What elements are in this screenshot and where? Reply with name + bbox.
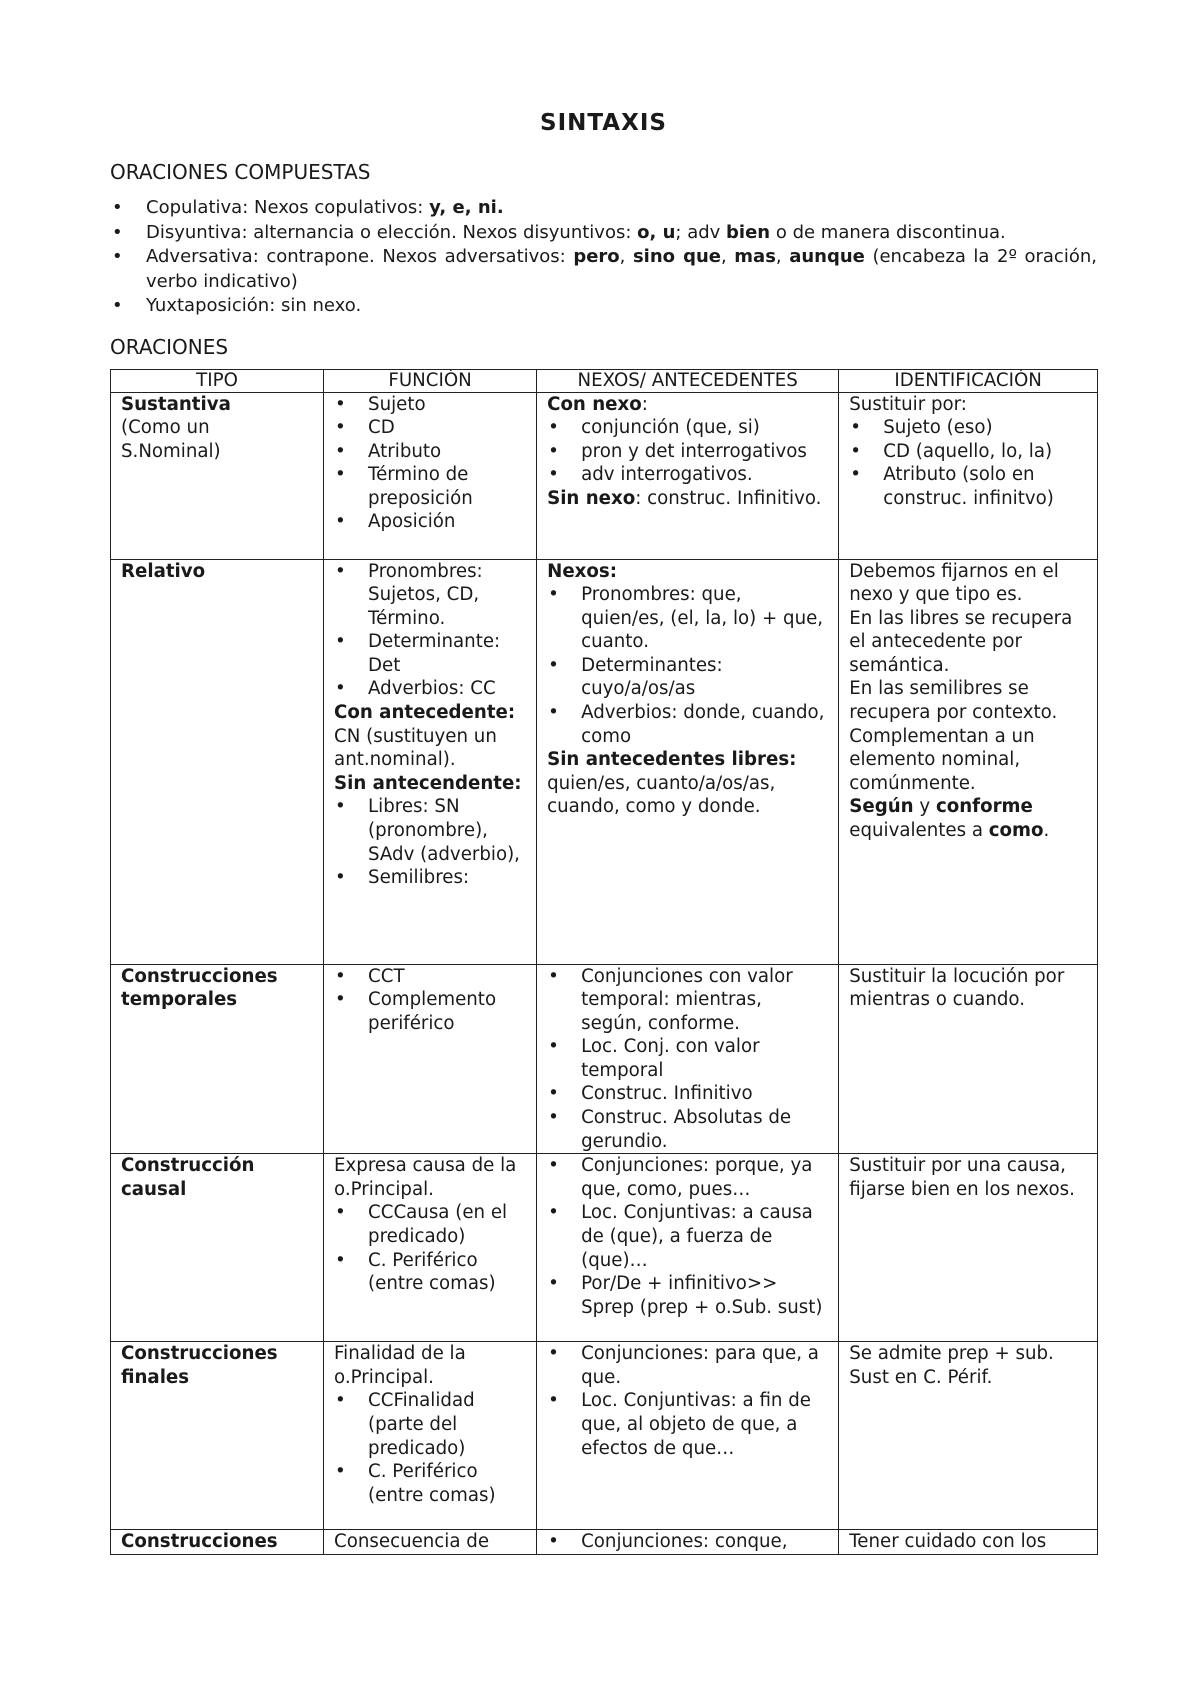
document-page xyxy=(110,0,1097,1555)
cell-tipo: Construcciones finales xyxy=(111,1342,324,1530)
page-title: SINTAXIS xyxy=(540,110,667,136)
cell-nexos: • Conjunciones: conque, xyxy=(537,1530,839,1555)
list-item: • Adversativa: contrapone. Nexos adversativos: pero, sino que, mas, aunque (encabeza la 2º oración, verbo indicativo) xyxy=(146,245,1097,294)
list-item: • Yuxtaposición: sin nexo. xyxy=(146,294,1097,319)
table-row xyxy=(111,1154,1098,1342)
cell-funcion: Consecuencia de xyxy=(324,1530,537,1555)
cell-tipo: Sustantiva (Como un S.Nominal) xyxy=(111,392,324,559)
cell-funcion: Expresa causa de la o.Principal. • CCCausa (en el predicado) • C. Periférico (entre comas) xyxy=(324,1154,537,1342)
oraciones-table xyxy=(110,369,1098,1555)
cell-nexos: • Conjunciones: porque, ya que, como, pues… • Loc. Conjuntivas: a causa de (que), a fuerza de (que)… • Por/De + infinitivo>> Sprep (prep + o.Sub. sust) xyxy=(537,1154,839,1342)
cell-identificacion: Debemos fijarnos en el nexo y que tipo es. En las libres se recupera el antecedente por semántica. En las semilibres se recupera por contexto. Complementan a un elemento nominal, comúnmente. Según y conforme equivalentes a como. xyxy=(839,559,1098,964)
header-funcion: FUNCIÓN xyxy=(324,369,537,392)
header-identificacion: IDENTIFICACIÓN xyxy=(839,369,1098,392)
table-row xyxy=(111,392,1098,559)
cell-tipo: Construcciones temporales xyxy=(111,964,324,1154)
header-nexos: NEXOS/ ANTECEDENTES xyxy=(537,369,839,392)
cell-funcion: • Sujeto • CD • Atributo • Término de preposición • Aposición xyxy=(324,392,537,559)
cell-tipo: Construcciones xyxy=(111,1530,324,1555)
cell-identificacion: Sustituir la locución por mientras o cuando. xyxy=(839,964,1098,1154)
compuestas-list xyxy=(110,196,1097,319)
table-row xyxy=(111,964,1098,1154)
cell-identificacion: Tener cuidado con los xyxy=(839,1530,1098,1555)
table-header-row xyxy=(111,369,1098,392)
cell-nexos: • Conjunciones con valor temporal: mientras, según, conforme. • Loc. Conj. con valor temporal • Construc. Infinitivo • Construc. Absolutas de gerundio. xyxy=(537,964,839,1154)
cell-funcion: Finalidad de la o.Principal. • CCFinalidad (parte del predicado) • C. Periférico (entre comas) xyxy=(324,1342,537,1530)
header-tipo: TIPO xyxy=(111,369,324,392)
section-heading-compuestas: ORACIONES COMPUESTAS xyxy=(110,160,371,184)
list-item: • Copulativa: Nexos copulativos: y, e, ni. xyxy=(146,196,1097,221)
cell-funcion: • CCT • Complemento periférico xyxy=(324,964,537,1154)
table-row xyxy=(111,559,1098,964)
cell-identificacion: Se admite prep + sub. Sust en C. Périf. xyxy=(839,1342,1098,1530)
cell-identificacion: Sustituir por: • Sujeto (eso) • CD (aquello, lo, la) • Atributo (solo en construc. infinitvo) xyxy=(839,392,1098,559)
table-row xyxy=(111,1530,1098,1555)
cell-tipo: Construcción causal xyxy=(111,1154,324,1342)
cell-tipo: Relativo xyxy=(111,559,324,964)
section-heading-oraciones: ORACIONES xyxy=(110,334,229,359)
table-row xyxy=(111,1342,1098,1530)
cell-nexos: • Conjunciones: para que, a que. • Loc. Conjuntivas: a fin de que, al objeto de que, a efectos de que… xyxy=(537,1342,839,1530)
cell-nexos: Nexos: • Pronombres: que, quien/es, (el, la, lo) + que, cuanto. • Determinantes: cuyo/a/os/as • Adverbios: donde, cuando, como Sin antecedentes libres: quien/es, cuanto/a/os/as, cuando, como y donde. xyxy=(537,559,839,964)
cell-nexos: Con nexo: • conjunción (que, si) • pron y det interrogativos • adv interrogativos. Sin nexo: construc. Infinitivo. xyxy=(537,392,839,559)
cell-funcion: • Pronombres: Sujetos, CD, Término. • Determinante: Det • Adverbios: CC Con antecedente: CN (sustituyen un ant.nominal). Sin antecendente: • Libres: SN (pronombre), SAdv (adverbio), • Semilibres: xyxy=(324,559,537,964)
list-item: • Disyuntiva: alternancia o elección. Nexos disyuntivos: o, u; adv bien o de manera discontinua. xyxy=(146,221,1097,246)
cell-identificacion: Sustituir por una causa, fijarse bien en los nexos. xyxy=(839,1154,1098,1342)
